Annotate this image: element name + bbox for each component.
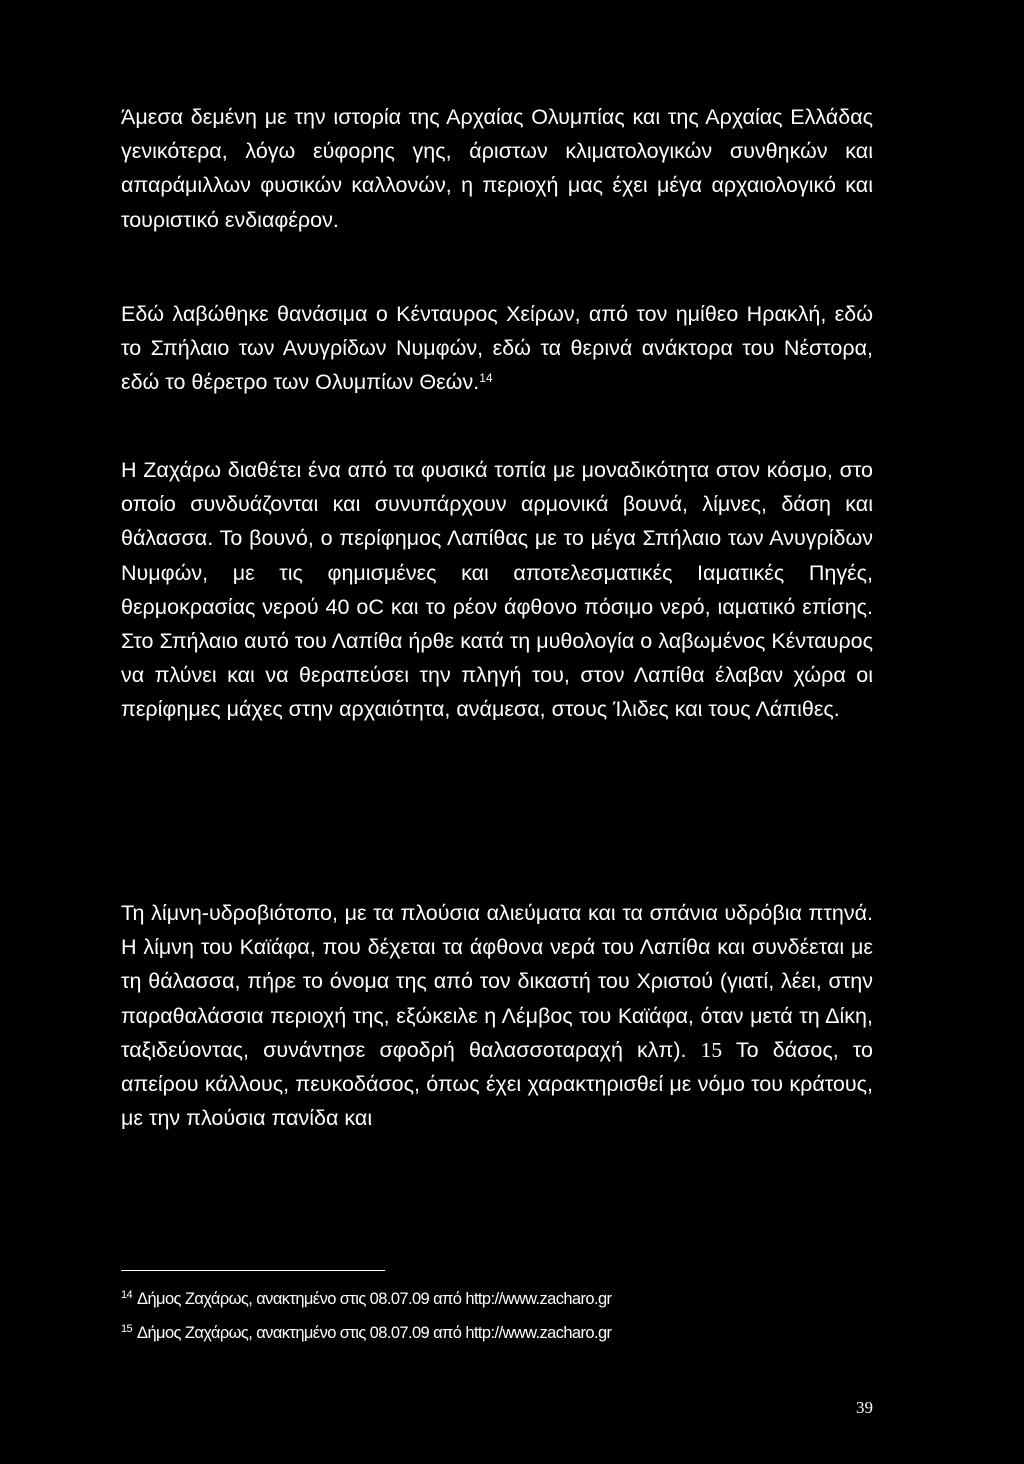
paragraph-mythology: [121, 297, 873, 400]
paragraph-forest-text: Το δάσος, το απείρου κάλλους, πευκοδάσος, όπως έχει χαρακτηρισθεί με νόμο του κράτους, με την πλούσια πανίδα και: [121, 1037, 873, 1131]
paragraph-landscape-text: Η Ζαχάρω διαθέτει ένα από τα φυσικά τοπία με μοναδικότητα στον κόσμο, στο οποίο συνδυάζονται και συνυπάρχουν αρμονικά βουνά, λίμνες, δάση και θάλασσα. Το βουνό, ο περίφημος Λαπίθας με το μέγα Σπήλαιο των Ανυγρίδων Νυμφών, με τις φημισμένες και αποτελεσματικές Ιαματικές Πηγές, θερμοκρασίας νερού 40 oC και το ρέον άφθονο πόσιμο νερό, ιαματικό επίσης. Στο Σπήλαιο αυτό του Λαπίθα ήρθε κατά τη μυθολογία ο λαβωμένος Κένταυρος να πλύνει και να θεραπεύσει την πληγή του, στον Λαπίθα έλαβαν χώρα οι περίφημες μάχες στην αρχαιότητα, ανάμεσα, στους Ίλιδες και τους Λάπιθες.: [121, 458, 873, 722]
paragraph-lake-text: Τη λίμνη-υδροβιότοπο, με τα πλούσια αλιεύματα και τα σπάνια υδρόβια πτηνά. Η λίμνη του Καϊάφα, που δέχεται τα άφθονα νερά του Λαπίθα και συνδέεται με τη θάλασσα, πήρε το όνομα της από τον δικαστή του Χριστού (γιατί, λέει, στην παραθαλάσσια περιοχή της, εξώκειλε η Λέμβος του Καϊάφα, όταν μετά τη Δίκη, ταξιδεύοντας, συνάντησε σφοδρή θαλασσοταραχή κλπ).: [121, 901, 873, 1062]
paragraph-history: [121, 100, 873, 237]
footnote-text: Δήμος Ζαχάρως, ανακτημένο στις 08.07.09 από http://www.zacharo.gr: [137, 1290, 612, 1308]
footnote-ref-14: 14: [479, 371, 493, 386]
footnote-divider: [121, 1270, 385, 1271]
document-page: [121, 0, 873, 1464]
page-number: 39: [856, 1398, 873, 1417]
footnote-text: Δήμος Ζαχάρως, ανακτημένο στις 08.07.09 από http://www.zacharo.gr: [137, 1324, 612, 1342]
paragraph-mythology-text: Εδώ λαβώθηκε θανάσιμα ο Κένταυρος Χείρων, από τον ημίθεο Ηρακλή, εδώ το Σπήλαιο των Ανυγρίδων Νυμφών, εδώ τα θερινά ανάκτορα του Νέστορα, εδώ το θέρετρο των Ολυμπίων Θεών.: [121, 302, 873, 395]
paragraph-history-text: Άμεσα δεμένη με την ιστορία της Αρχαίας Ολυμπίας και της Αρχαίας Ελλάδας γενικότερα, λόγω εύφορης γης, άριστων κλιματολογικών συνθηκών και απαράμιλλων φυσικών καλλονών, η περιοχή μας έχει μέγα αρχαιολογικό και τουριστικό ενδιαφέρον.: [121, 105, 873, 232]
paragraph-lake: [121, 896, 873, 1135]
footnote-ref-15: 15: [700, 1037, 723, 1062]
footnote-number: 14: [121, 1289, 133, 1301]
footnote-15: [121, 1322, 611, 1346]
footnote-number: 15: [121, 1323, 133, 1335]
paragraph-landscape: [121, 453, 873, 727]
footnote-14: [121, 1288, 611, 1312]
